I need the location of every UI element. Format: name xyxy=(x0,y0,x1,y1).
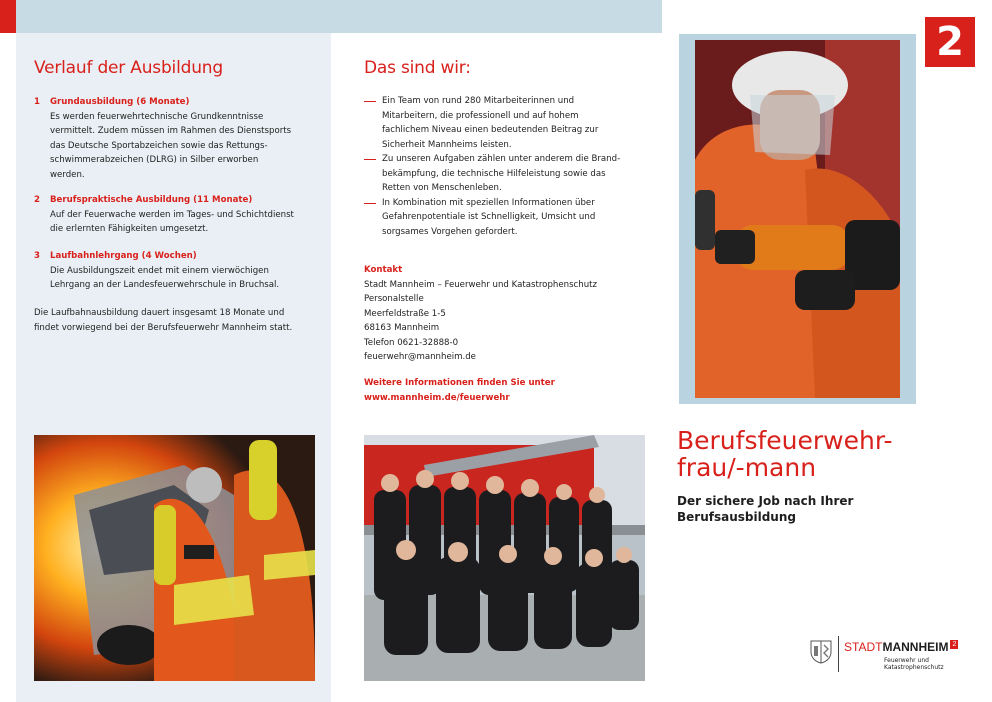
step-number: 2 xyxy=(34,195,40,205)
logo-subline xyxy=(884,657,944,671)
logo-divider xyxy=(838,636,839,672)
step-line: schwimmerabzeichen (DLRG) in Silber erworben xyxy=(50,155,259,165)
photo-firefighter-rescue-tool xyxy=(695,40,900,398)
contact-line: 68163 Mannheim xyxy=(364,323,440,333)
more-info-link[interactable]: www.mannheim.de/feuerwehr xyxy=(364,392,510,403)
bullet-item xyxy=(382,94,639,152)
bullet-line: Retten von Menschenleben. xyxy=(382,183,502,193)
bullet-line: sorgsames Vorgehen gefordert. xyxy=(382,226,518,237)
step-line: Es werden feuerwehrtechnische Grundkenntnisse xyxy=(50,111,264,122)
mannheim-coat-of-arms-icon xyxy=(810,640,832,664)
training-summary xyxy=(34,306,329,335)
left-panel-title: Verlauf der Ausbildung xyxy=(34,58,223,78)
bullet-dash xyxy=(364,101,376,102)
step-line: vermittelt. Zudem müssen im Rahmen des Dienstsports xyxy=(50,126,292,136)
bullet-line: Sicherheit Mannheims leisten. xyxy=(382,139,512,150)
cover-subtitle xyxy=(677,493,897,525)
bullet-item xyxy=(382,152,639,196)
bullet-line: Zu unseren Aufgaben zählen unter anderem die Brand- xyxy=(382,154,621,164)
step-number: 1 xyxy=(34,97,40,107)
step-line: Lehrgang an der Landesfeuerwehrschule in Bruchsal. xyxy=(50,280,280,290)
bullet-line: Ein Team von rund 280 Mitarbeiterinnen und xyxy=(382,96,575,106)
summary-line: findet vorwiegend bei der Berufsfeuerwehr Mannheim statt. xyxy=(34,322,293,333)
logo-wordmark xyxy=(844,640,958,654)
step-line: die erlernten Fähigkeiten umgesetzt. xyxy=(50,224,209,234)
step-3 xyxy=(34,249,324,293)
step-heading: Laufbahnlehrgang (4 Wochen) xyxy=(50,251,197,261)
step-heading: Berufspraktische Ausbildung (11 Monate) xyxy=(50,195,253,205)
bullet-line: fachlichem Niveau einen bedeutenden Beitrag zur xyxy=(382,125,599,135)
stadt-mannheim-logo xyxy=(808,636,978,676)
bullet-dash xyxy=(364,203,376,204)
top-color-bar xyxy=(0,0,662,33)
bullet-item xyxy=(382,196,639,240)
cover-subtitle-line: Der sichere Job nach Ihrer xyxy=(677,494,854,508)
more-info xyxy=(364,376,639,405)
step-number: 3 xyxy=(34,251,40,261)
logo-name: MANNHEIM xyxy=(882,640,949,654)
bullet-line: Gefahrenpotentiale ist Schnelligkeit, Umsicht und xyxy=(382,212,596,222)
step-line: das Deutsche Sportabzeichen sowie das Rettungs- xyxy=(50,140,268,151)
bullet-list xyxy=(364,94,639,239)
logo-sub-line: Katastrophenschutz xyxy=(884,664,944,671)
page-number-badge: 2 xyxy=(925,17,975,67)
contact-phone: Telefon 0621-32888-0 xyxy=(364,337,459,348)
contact-line: Stadt Mannheim – Feuerwehr und Katastrophenschutz xyxy=(364,279,598,290)
photo-fire-brigade-team xyxy=(364,435,645,681)
contact-email[interactable]: feuerwehr@mannheim.de xyxy=(364,352,476,362)
top-accent-bar xyxy=(0,0,16,33)
cover-title xyxy=(677,427,977,481)
contact-line: Meerfeldstraße 1-5 xyxy=(364,308,446,319)
bullet-dash xyxy=(364,159,376,160)
summary-line: Die Laufbahnausbildung dauert insgesamt 18 Monate und xyxy=(34,308,285,318)
logo-sub-line: Feuerwehr und xyxy=(884,657,929,664)
bullet-line: In Kombination mit speziellen Informationen über xyxy=(382,197,595,208)
step-line: werden. xyxy=(50,169,85,180)
middle-panel-title: Das sind wir: xyxy=(364,58,471,78)
step-2 xyxy=(34,193,324,237)
logo-superscript: 2 xyxy=(952,641,957,648)
bullet-line: Mitarbeitern, die professionell und auf hohem xyxy=(382,110,579,121)
contact-line: Personalstelle xyxy=(364,294,424,304)
logo-stadt: STADT xyxy=(844,640,883,654)
contact-heading: Kontakt xyxy=(364,265,403,275)
cover-title-line: frau/-mann xyxy=(677,453,817,482)
photo-firefighters-burning-car xyxy=(34,435,315,681)
step-heading: Grundausbildung (6 Monate) xyxy=(50,97,190,107)
cover-subtitle-line: Berufsausbildung xyxy=(677,510,796,524)
cover-title-line: Berufsfeuerwehr- xyxy=(677,426,893,455)
step-line: Auf der Feuerwache werden im Tages- und Schichtdienst xyxy=(50,209,294,220)
step-1 xyxy=(34,95,324,182)
step-line: Die Ausbildungszeit endet mit einem vierwöchigen xyxy=(50,265,269,276)
more-info-text: Weitere Informationen finden Sie unter xyxy=(364,378,555,388)
contact-block xyxy=(364,263,639,365)
bullet-line: bekämpfung, die technische Hilfeleistung sowie das xyxy=(382,168,606,179)
